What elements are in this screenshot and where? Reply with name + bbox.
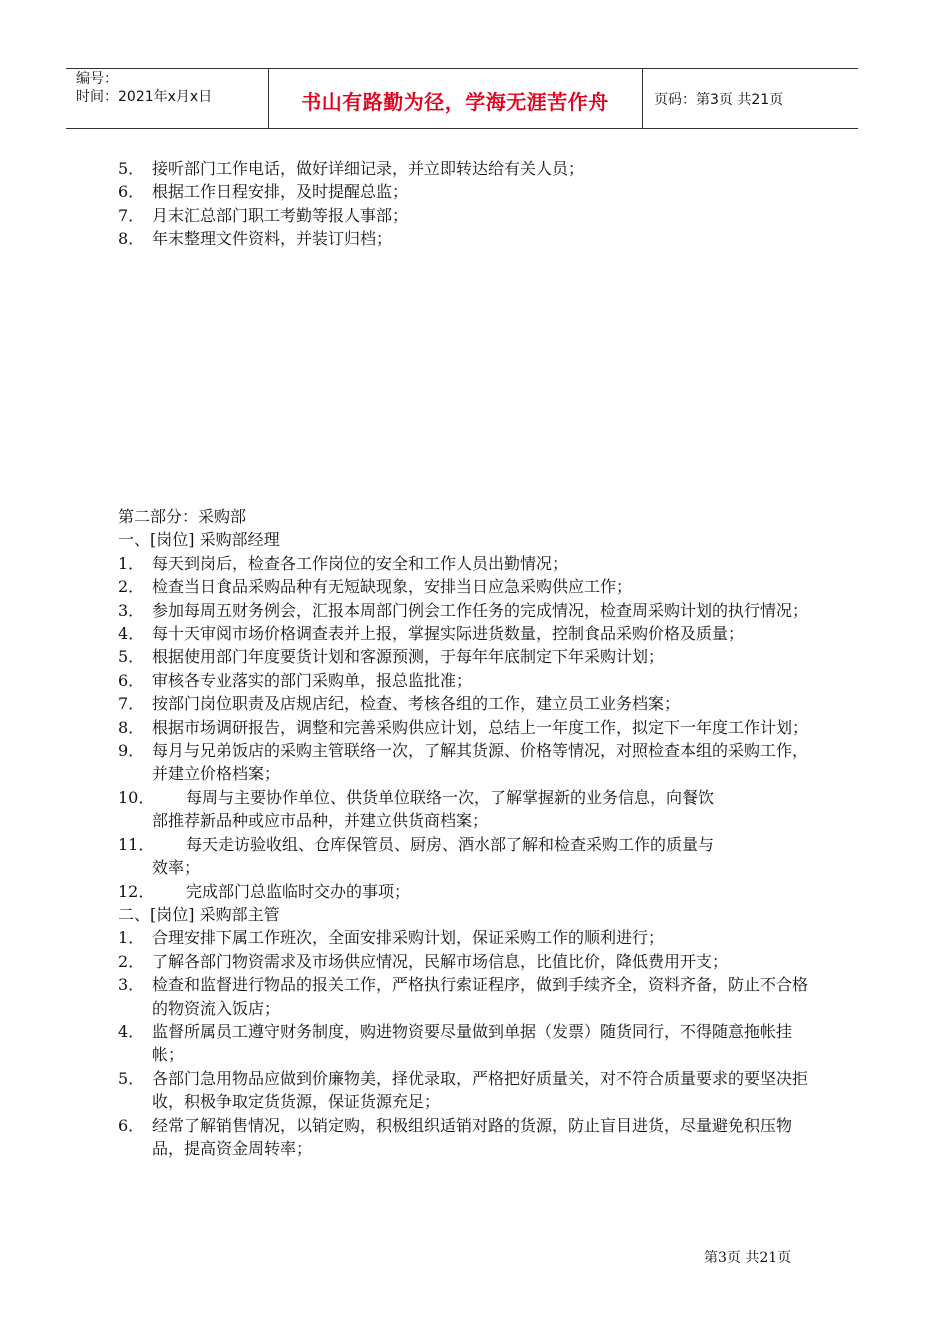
document-time: 时间：2021年x月x日 xyxy=(76,89,213,105)
section-title: 第二部分：采购部 xyxy=(118,507,247,526)
list-item: 3． 参加每周五财务例会，汇报本周部门例会工作任务的完成情况，检查周采购计划的执行情况； xyxy=(118,600,809,620)
post-heading-supervisor: 二、[岗位] 采购部主管 xyxy=(118,904,280,924)
list-item: 1． 每天到岗后，检查各工作岗位的安全和工作人员出勤情况； xyxy=(118,553,569,573)
post-heading-manager: 一、[岗位] 采购部经理 xyxy=(118,530,280,550)
list-item: 11． 每天走访验收组、仓库保管员、厨房、酒水部了解和检查采购工作的质量与 效率； xyxy=(118,834,715,878)
list-item: 5． 根据使用部门年度要货计划和客源预测，于每年年底制定下年采购计划； xyxy=(118,647,665,667)
list-item: 10． 每周与主要协作单位、供货单位联络一次，了解掌握新的业务信息，向餐饮 部推荐新品种或应市品种，并建立供货商档案； xyxy=(118,787,715,831)
page-footer-number: 第3页 共21页 xyxy=(704,1250,792,1266)
list-item: 8． 年末整理文件资料，并装订归档； xyxy=(118,229,393,249)
list-item: 6． 经常了解销售情况，以销定购，积极组织适销对路的货源，防止盲目进货，尽量避免积压物品，提高资金周转率； xyxy=(118,1115,793,1158)
list-item: 1． 合理安排下属工作班次，全面安排采购计划，保证采购工作的顺利进行； xyxy=(118,928,665,948)
list-item: 9． 每月与兄弟饭店的采购主管联络一次，了解其货源、价格等情况，对照检查本组的采购工作，并建立价格档案； xyxy=(118,741,809,784)
header-motto: 书山有路勤为径，学海无涯苦作舟 xyxy=(301,90,609,114)
continued-duty-list xyxy=(118,157,818,251)
header-bottom-rule xyxy=(66,128,858,129)
header-top-rule xyxy=(66,68,858,69)
list-item: 6． 审核各专业落实的部门采购单，报总监批准； xyxy=(118,670,473,690)
list-item: 3． 检查和监督进行物品的报关工作，严格执行索证程序，做到手续齐全，资料齐备，防止不合格的物资流入饭店； xyxy=(118,975,809,1018)
list-item: 4． 监督所属员工遵守财务制度，购进物资要尽量做到单据（发票）随货同行，不得随意拖帐挂帐； xyxy=(118,1021,793,1065)
list-item: 8． 根据市场调研报告，调整和完善采购供应计划，总结上一年度工作，拟定下一年度工作计划； xyxy=(118,717,809,737)
list-item: 7． 按部门岗位职责及店规店纪，检查、考核各组的工作，建立员工业务档案； xyxy=(118,694,681,714)
page-header xyxy=(66,68,858,130)
header-divider xyxy=(642,68,643,129)
purchasing-section xyxy=(118,505,818,1160)
header-page-number: 页码：第3页 共21页 xyxy=(654,92,784,108)
list-item: 5． 各部门急用物品应做到价廉物美，择优录取，严格把好质量关，对不符合质量要求的要坚决拒收，积极争取定货货源，保证货源充足； xyxy=(118,1068,809,1112)
header-meta xyxy=(76,70,212,106)
list-item: 7． 月末汇总部门职工考勤等报人事部； xyxy=(118,205,409,225)
list-item: 12． 完成部门总监临时交办的事项； xyxy=(118,881,411,901)
list-item: 2． 检查当日食品采购品种有无短缺现象，安排当日应急采购供应工作； xyxy=(118,577,633,597)
list-item: 4． 每十天审阅市场价格调查表并上报，掌握实际进货数量，控制食品采购价格及质量； xyxy=(118,624,745,644)
list-item: 5． 接听部门工作电话，做好详细记录，并立即转达给有关人员； xyxy=(118,159,585,178)
list-item: 2． 了解各部门物资需求及市场供应情况，民解市场信息，比值比价，降低费用开支； xyxy=(118,951,729,971)
document-number: 编号： xyxy=(76,71,118,87)
list-item: 6． 根据工作日程安排，及时提醒总监； xyxy=(118,182,409,202)
